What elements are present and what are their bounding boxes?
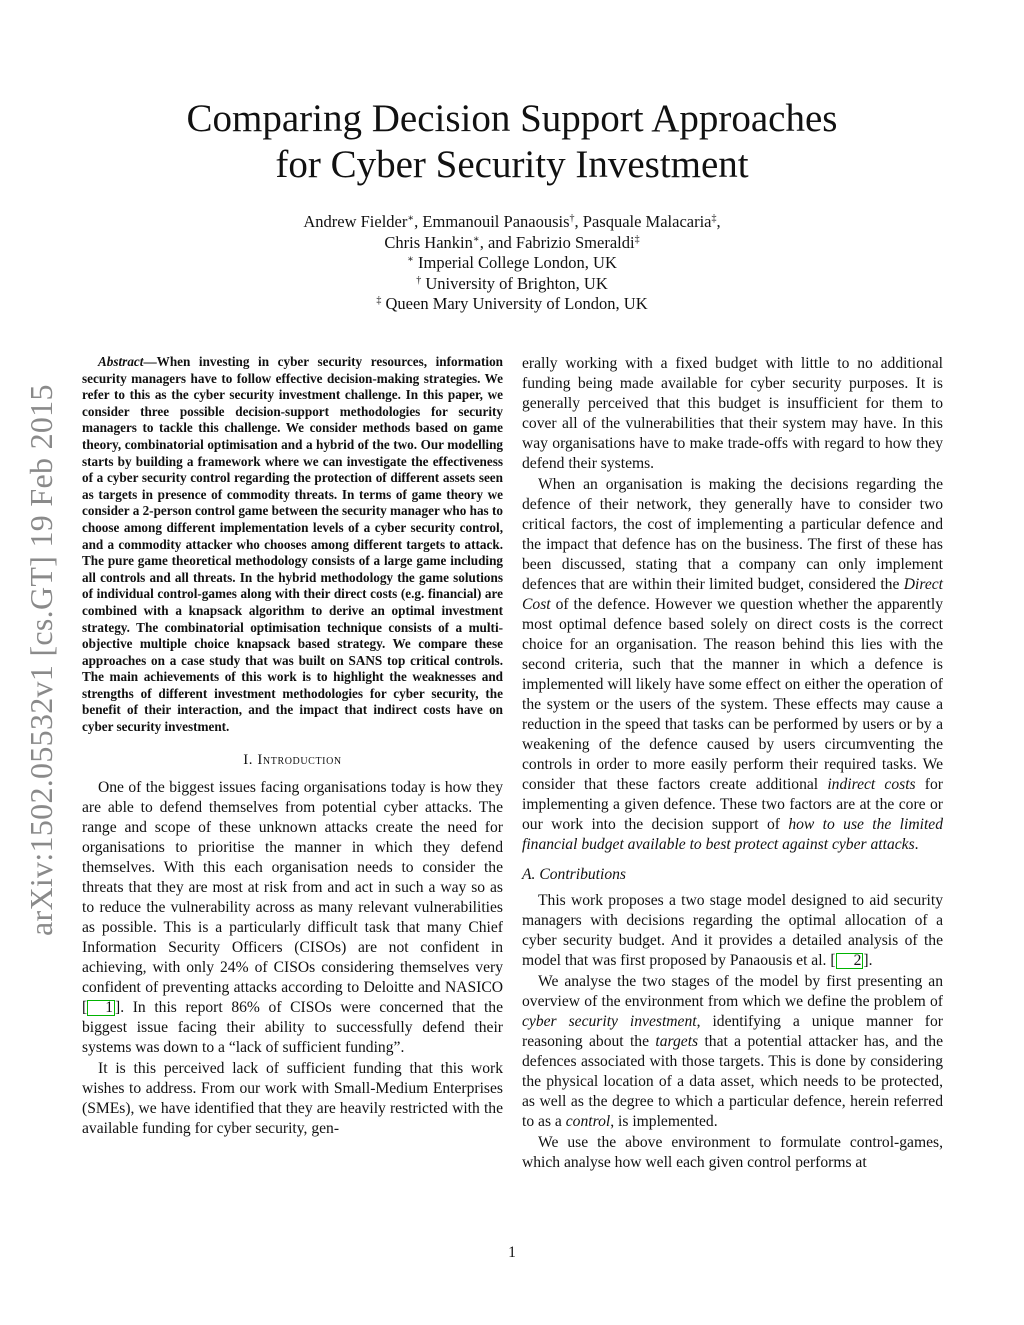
- paragraph-text: , is implemented.: [610, 1113, 718, 1130]
- subsection-number: A.: [522, 866, 536, 883]
- author-line-2: [150, 233, 874, 254]
- paragraph-text: , identifying a unique manner for reasoning about the: [522, 1013, 943, 1050]
- affiliation-imperial: [150, 253, 874, 274]
- affiliation-mark: †: [569, 213, 575, 224]
- left-column: [82, 354, 503, 1139]
- abstract-text: —When investing in cyber security resources, information security managers have to follow effective decision-making strategies. We refer to this as the cyber security investment challenge. In this paper, we consider three possible decision-support methodologies for security managers to tackle this challenge. We consider methods based on game theory, combinatorial optimisation and a hybrid of the two. Our modelling starts by building a framework where we can investigate the effectiveness of a cyber security control regarding the protection of different assets seen as targets in presence of commodity threats. In terms of game theory we consider a 2-person control game between the security manager who has to choose among different implementation levels of a cyber security control, and a commodity attacker who chooses among different targets to attack. The pure game theoretical methodology consists of a large game including all controls and all threats. In the hybrid methodology the game solutions of individual control-games along with their direct costs (e.g. financial) are combined with a knapsack algorithm to derive an optimal investment strategy. The combinatorial optimisation technique consists of a multi-objective multiple choice knapsack based strategy. We compare these approaches on a case study that was built on SANS top critical controls. The main achievements of this work is to highlight the weaknesses and strengths of different investment methodologies for cyber security, the benefit of their interaction, and the impact that indirect costs have on cyber security investment.: [82, 354, 503, 735]
- arxiv-identifier-stamp: arXiv:1502.05532v1 [cs.GT] 19 Feb 2015: [23, 384, 59, 936]
- affiliation-mark: ∗: [472, 233, 480, 245]
- intro-paragraph-1: One of the biggest issues facing organisations today is how they are able to defend themselves from potential cyber attacks. The range and scope of these unknown attacks create the need for organisations to prioritise the manner in which they defend themselves. With this each organisation needs to consider the threats that they are most at risk from and act in such a way so as to reduce the vulnerability across as many relevant vulnerabilities as possible. This is a particularly difficult task that many Chief Information Security Officers (CISOs) are not confident in achieving, with only 24% of CISOs considering themselves very confident of preventing attacks according to Deloitte and NASICO [ 1 ]. In this report 86% of CISOs were concerned that the biggest issue facing their ability to successfully defend their systems was down to a “lack of sufficient funding”.: [82, 778, 503, 1056]
- intro-paragraph-3: [522, 475, 943, 855]
- abstract: [82, 354, 503, 736]
- title-line-2: for Cyber Security Investment: [275, 143, 749, 186]
- paragraph-text: .: [868, 952, 873, 969]
- affiliation-mark: ‡: [634, 233, 640, 245]
- contributions-paragraph-3: We use the above environment to formulate control-games, which analyse how well each given control performs at: [522, 1134, 943, 1171]
- affiliation-mark: ‡: [376, 295, 382, 306]
- affiliation-mark: ‡: [711, 213, 717, 224]
- emphasis: indirect costs: [827, 776, 916, 793]
- emphasis: Direct Cost: [522, 576, 943, 613]
- author-name: , and Fabrizio Smeraldi: [479, 232, 635, 252]
- affiliation-mark: ∗: [407, 213, 415, 224]
- abstract-label: Abstract: [98, 354, 144, 369]
- citation-link[interactable]: 1: [87, 1000, 115, 1016]
- subsection-heading-contributions: [522, 865, 943, 885]
- author-block: [150, 212, 874, 315]
- affiliation-text: Queen Mary University of London, UK: [385, 294, 648, 313]
- intro-paragraph-2-continued: erally working with a fixed budget with little to no additional funding being made available for cyber security purposes. It is generally perceived that this budget is insufficient for them to cover all of the vulnerabilities that their system may have. In this way organisations have to make trade-offs with regard to how they defend their systems.: [522, 355, 943, 472]
- affiliation-text: University of Brighton, UK: [425, 273, 608, 293]
- author-line-1: [150, 212, 874, 233]
- emphasis: cyber security investment: [522, 1013, 697, 1030]
- right-column: [522, 354, 943, 1173]
- paragraph-text: of the defence. However we question whether the apparently most optimal defence based solely on direct costs is the correct choice for an organisation. The reason behind this lies with the second criteria, such that the manner in which a defence is implemented will likely have some effect on either the operation of the system or the users of the system. These effects may cause a reduction in the speed that tasks can be performed by users or by a weakening of the defence caused by users circumventing the controls in order to more easily perform their required tasks. We consider that these factors create additional: [522, 596, 943, 793]
- paragraph-text: . In this report 86% of CISOs were concerned that the biggest issue facing their ability to successfully defend their systems was down to a “lack of sufficient funding”.: [82, 998, 503, 1056]
- citation-link[interactable]: 2: [836, 953, 864, 969]
- paper-title: [100, 96, 924, 188]
- paragraph-text: One of the biggest issues facing organisations today is how they are able to defend themselves from potential cyber attacks. The range and scope of these unknown attacks create the need for organisations to prioritise the manner in which they defend themselves. With this each organisation needs to consider the threats that they are most at risk from and act in such a way so as to reduce the vulnerability across as many relevant vulnerabilities as possible. This is a particularly difficult task that many Chief Information Security Officers (CISOs) are not confident in achieving, with only 24% of CISOs considering themselves very confident of preventing attacks according to Deloitte and NASICO: [82, 778, 503, 996]
- affiliation-brighton: [150, 274, 874, 295]
- paragraph-text: When an organisation is making the decisions regarding the defence of their network, they generally have to consider two critical factors, the cost of implementing a particular defence and the impact that defence has on the business. The first of these has been discussed, stating that a company can only implement defences that are within their limited budget, considered the: [522, 476, 943, 593]
- paragraph-text: that a potential attacker has, and the defences associated with those targets. This is done by considering the physical location of a data asset, which needs to be protected, as well as the degree to which a particular defence, herein referred to as a: [522, 1033, 943, 1130]
- paragraph-text: We analyse the two stages of the model by first presenting an overview of the environment from which we define the problem of: [522, 973, 943, 1010]
- paragraph-text: This work proposes a two stage model designed to aid security managers with decisions regarding the optimal allocation of a cyber security budget. And it provides a detailed analysis of the model that was first proposed by Panaousis et al.: [522, 892, 943, 969]
- title-line-1: Comparing Decision Support Approaches: [186, 97, 838, 140]
- emphasis: control: [565, 1113, 611, 1130]
- affiliation-qmul: [150, 294, 874, 315]
- section-title: Introduction: [257, 751, 342, 768]
- affiliation-mark: ∗: [407, 254, 414, 265]
- emphasis: how to use the limited financial budget available to best protect against cyber attacks: [522, 816, 943, 853]
- affiliation-text: Imperial College London, UK: [418, 253, 617, 272]
- separator: ,: [716, 212, 721, 231]
- author-name: Chris Hankin: [384, 232, 473, 252]
- contributions-paragraph-2: [522, 972, 943, 1132]
- author-name: , Pasquale Malacaria: [574, 212, 712, 231]
- section-heading-introduction: [82, 750, 503, 770]
- page-number: 1: [508, 1244, 516, 1261]
- intro-paragraph-2: It is this perceived lack of sufficient funding that this work wishes to address. From our work with Small-Medium Enterprises (SMEs), we have identified that they are heavily restricted with the available funding for cyber security, gen-: [82, 1059, 503, 1137]
- emphasis: targets: [655, 1033, 699, 1050]
- paragraph-text: for implementing a given defence. These two factors are at the core or our work into the decision support of: [522, 776, 943, 833]
- section-number: I.: [243, 751, 254, 768]
- author-name: , Emmanouil Panaousis: [414, 212, 570, 231]
- contributions-paragraph-1: This work proposes a two stage model designed to aid security managers with decisions regarding the optimal allocation of a cyber security budget. And it provides a detailed analysis of the model that was first proposed by Panaousis et al. [ 2 ].: [522, 892, 943, 969]
- subsection-title: Contributions: [539, 866, 626, 883]
- paragraph-text: .: [914, 836, 919, 853]
- author-name: Andrew Fielder: [303, 212, 408, 231]
- affiliation-mark: †: [416, 274, 422, 286]
